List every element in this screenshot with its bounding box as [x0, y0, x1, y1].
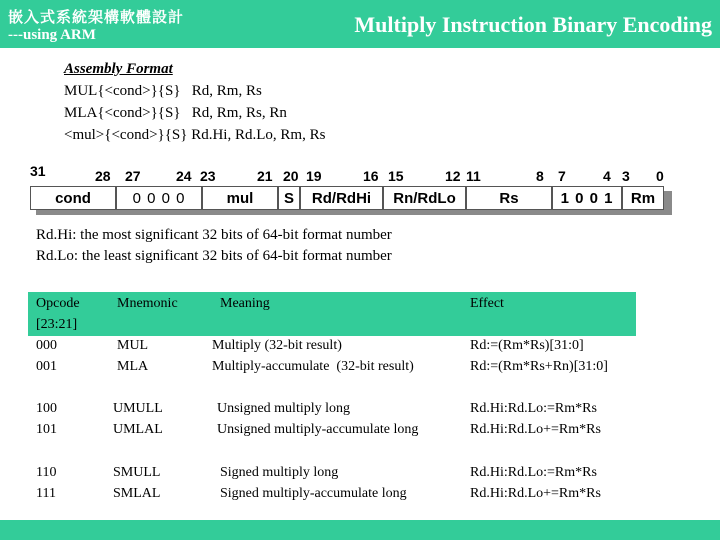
- table-row-opcode: 110: [36, 465, 57, 480]
- field-s-bit: S: [278, 186, 300, 210]
- field-rm: Rm: [622, 186, 664, 210]
- note-rdlo: Rd.Lo: the least significant 32 bits of 64-bit format number: [36, 248, 392, 264]
- bit-number-15: 15: [388, 168, 404, 184]
- bit-number-24: 24: [176, 168, 192, 184]
- bit-number-0: 0: [656, 168, 664, 184]
- bit-number-31: 31: [30, 163, 46, 179]
- field-rs: Rs: [466, 186, 552, 210]
- field-mul-opcode: mul: [202, 186, 278, 210]
- table-row-opcode: 100: [36, 401, 57, 416]
- table-row-effect: Rd:=(Rm*Rs)[31:0]: [470, 338, 584, 353]
- note-rdhi: Rd.Hi: the most significant 32 bits of 64-bit format number: [36, 227, 392, 243]
- field-rd-rdhi: Rd/RdHi: [300, 186, 383, 210]
- slide-title: Multiply Instruction Binary Encoding: [354, 12, 712, 37]
- table-row-mnemonic: SMLAL: [113, 486, 161, 501]
- bit-number-12: 12: [445, 168, 461, 184]
- table-row-effect: Rd:=(Rm*Rs+Rn)[31:0]: [470, 359, 608, 374]
- table-row-meaning: Unsigned multiply long: [217, 401, 350, 416]
- table-row-meaning: Signed multiply long: [220, 465, 339, 480]
- header-opcode-bits: [23:21]: [36, 317, 78, 332]
- header-opcode: Opcode: [36, 296, 80, 311]
- bit-number-7: 7: [558, 168, 566, 184]
- header-band: [0, 0, 720, 48]
- table-row-mnemonic: UMULL: [113, 401, 163, 416]
- assembly-line-mla: MLA{<cond>}{S} Rd, Rm, Rs, Rn: [64, 105, 287, 121]
- field-zeros: 0 0 0 0: [116, 186, 202, 210]
- bit-number-20: 20: [283, 168, 299, 184]
- bit-number-27: 27: [125, 168, 141, 184]
- bit-number-3: 3: [622, 168, 630, 184]
- field-rn-rdlo: Rn/RdLo: [383, 186, 466, 210]
- course-title: 嵌入式系統架構軟體設計: [8, 8, 185, 26]
- table-row-opcode: 111: [36, 486, 56, 501]
- table-row-effect: Rd.Hi:Rd.Lo:=Rm*Rs: [470, 465, 597, 480]
- bit-number-4: 4: [603, 168, 611, 184]
- table-row-meaning: Multiply-accumulate (32-bit result): [212, 359, 414, 374]
- assembly-format: [64, 58, 325, 146]
- table-row-opcode: 101: [36, 422, 57, 437]
- table-row-mnemonic: SMULL: [113, 465, 161, 480]
- table-row-effect: Rd.Hi:Rd.Lo:=Rm*Rs: [470, 401, 597, 416]
- table-row-mnemonic: MUL: [117, 338, 149, 353]
- table-row-opcode: 000: [36, 338, 57, 353]
- table-row-meaning: Signed multiply-accumulate long: [220, 486, 407, 501]
- assembly-line-mul: MUL{<cond>}{S} Rd, Rm, Rs: [64, 83, 262, 99]
- field-cond: cond: [30, 186, 116, 210]
- table-row-meaning: Multiply (32-bit result): [212, 338, 342, 353]
- table-row-meaning: Unsigned multiply-accumulate long: [217, 422, 419, 437]
- table-row-effect: Rd.Hi:Rd.Lo+=Rm*Rs: [470, 486, 601, 501]
- field-1001: 1 0 0 1: [552, 186, 622, 210]
- register-notes: [36, 225, 392, 267]
- footer-band: [0, 520, 720, 540]
- bit-number-28: 28: [95, 168, 111, 184]
- bit-number-11: 11: [466, 168, 481, 184]
- bit-number-23: 23: [200, 168, 216, 184]
- table-row-effect: Rd.Hi:Rd.Lo+=Rm*Rs: [470, 422, 601, 437]
- bit-number-8: 8: [536, 168, 544, 184]
- bit-number-21: 21: [257, 168, 273, 184]
- bit-number-19: 19: [306, 168, 322, 184]
- header-meaning: Meaning: [220, 296, 270, 311]
- bit-number-16: 16: [363, 168, 379, 184]
- table-row-mnemonic: MLA: [117, 359, 149, 374]
- header-mnemonic: Mnemonic: [117, 296, 178, 311]
- assembly-heading: Assembly Format: [64, 61, 173, 77]
- course-subtitle: ---using ARM: [8, 27, 96, 43]
- table-row-opcode: 001: [36, 359, 57, 374]
- assembly-line-long: <mul>{<cond>}{S} Rd.Hi, Rd.Lo, Rm, Rs: [64, 127, 326, 143]
- table-row-mnemonic: UMLAL: [113, 422, 163, 437]
- header-effect: Effect: [470, 296, 504, 311]
